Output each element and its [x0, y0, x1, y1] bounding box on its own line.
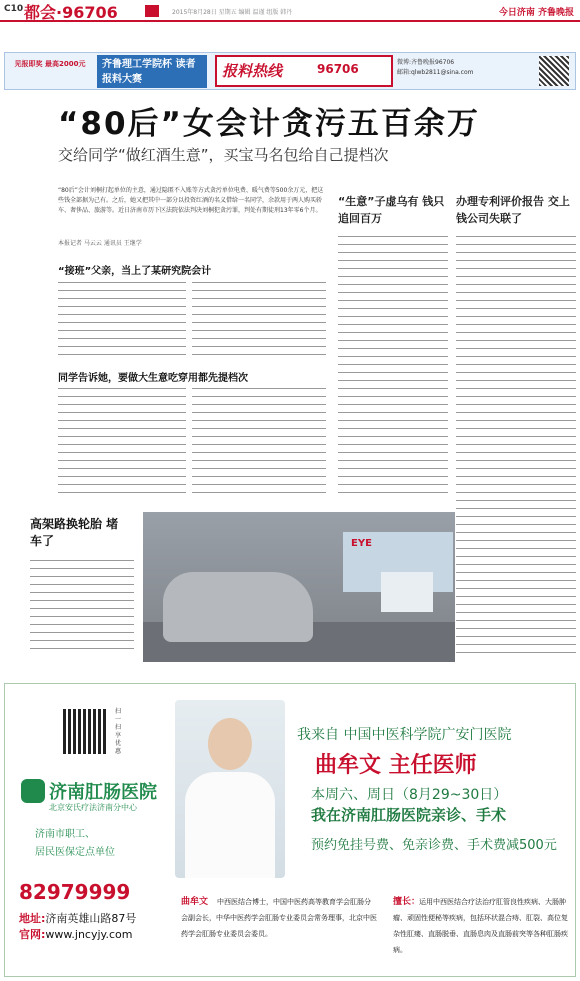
car-image — [163, 572, 313, 642]
body-text-column-1 — [58, 282, 186, 362]
body-text-column-3 — [58, 388, 186, 506]
reward-text: 见报即奖 最高2000元 — [14, 60, 86, 68]
tip-hotline-banner — [4, 52, 576, 90]
weibo-text: 微博:齐鲁晚报96706 — [397, 59, 455, 66]
doctor-bio-name: 曲牟文 — [181, 897, 209, 907]
visit-dates: 本周六、周日（8月29~30日） — [311, 787, 508, 803]
hospital-name: 济南肛肠医院 — [49, 782, 157, 803]
hospital-advertisement — [4, 683, 576, 977]
hospital-subtitle: 北京安氏疗法济南分中心 — [49, 803, 137, 812]
section-heading-1: “接班”父亲，当上了某研究院会计 — [58, 266, 212, 277]
offer-text: 预约免挂号费、免亲诊费、手术费减500元 — [311, 838, 557, 853]
lead-paragraph: “80后”会计刘桐打起单位的主意，通过隐匿不入账等方式贪污单位电费、暖气费等500余万元，把这些钱全部据为己有。之后，她又把其中一部分以投资红酒的名义借给一名同学，余款用于两人购买轿车、奢侈品、旅游等。近日济南市历下区法院依法判决刘桐犯贪污罪，判处有期徒刑13年零6个月。 — [58, 187, 324, 214]
specialty-label: 擅长： — [393, 897, 421, 907]
news-photo — [143, 512, 455, 662]
sub-headline: 交给同学“做红酒生意”，买宝马名包给自己提档次 — [58, 146, 389, 164]
brief-text — [30, 560, 134, 656]
body-text-column-4 — [192, 388, 326, 506]
body-text-column-6 — [456, 236, 576, 666]
byline: 本报记者 马云云 通讯员 王继学 — [58, 240, 142, 247]
email-text: 邮箱:qlwb2811@sina.com — [397, 69, 474, 76]
page-header — [0, 0, 580, 22]
side-article-title-middle: “生意”子虚乌有 钱只追回百万 — [338, 195, 445, 225]
insurance-note: 济南市职工、 居民医保定点单位 — [35, 829, 115, 858]
phone-number: 82979999 — [19, 880, 131, 904]
body-text-column-2 — [192, 282, 326, 362]
specialty-text: 运用中西医结合疗法治疗肛管良性疾病、大肠肿瘤、顽固性便秘等疾病，包括环状混合痔、肛裂、高位复杂性肛瘘、直肠脱垂、直肠息肉及直肠前突等各种肛肠疾病。 — [393, 898, 568, 954]
truck-image — [381, 572, 433, 612]
building-sign: EYE — [343, 532, 453, 592]
doctor-origin: 我来自 中国中医科学院广安门医院 — [297, 727, 512, 743]
section-name: 都会·96706 — [24, 3, 118, 22]
contact-info — [397, 58, 473, 78]
hotline-label: 报料热线 — [222, 62, 283, 80]
address-block: 地址:济南英雄山路87号 官网:www.jncyjy.com — [19, 912, 137, 941]
section-heading-2: 同学告诉她，要做大生意吃穿用都先提档次 — [58, 373, 248, 384]
doctor-bio: 中西医结合博士，中国中医药高等教育学会肛肠分会副会长，中华中医药学会肛肠专业委员会常务理事，北京中医药学会肛肠专业委员会委员。 — [181, 898, 377, 938]
doctor-name-title: 曲牟文 主任医师 — [315, 753, 477, 778]
hotline-number: 96706 — [317, 62, 359, 76]
main-headline: “80后”女会计贪污五百余万 — [58, 106, 480, 142]
issue-date: 2015年8月28日 星期五 编辑 温谨 组版 韩丹 — [172, 9, 293, 16]
page-number: C10 — [4, 4, 24, 14]
section-mark-icon — [145, 5, 159, 17]
qr-code-icon — [539, 56, 569, 86]
scan-text: 扫一扫 享优惠 — [115, 708, 122, 755]
newspaper-brand: 今日济南 齐鲁晚报 — [498, 8, 574, 18]
qr-code-icon — [63, 709, 108, 754]
doctor-photo — [175, 700, 285, 878]
side-article-title-right: 办理专利评价报告 交上钱公司失联了 — [456, 195, 570, 225]
news-brief-title: 高架路换轮胎 堵车了 — [30, 517, 119, 548]
contest-title: 齐鲁理工学院杯 读者报料大赛 — [97, 55, 207, 88]
visit-location: 我在济南肛肠医院亲诊、手术 — [311, 806, 507, 824]
hotline-box — [215, 55, 393, 87]
hospital-logo-icon — [21, 779, 45, 803]
body-text-column-5 — [338, 236, 448, 506]
